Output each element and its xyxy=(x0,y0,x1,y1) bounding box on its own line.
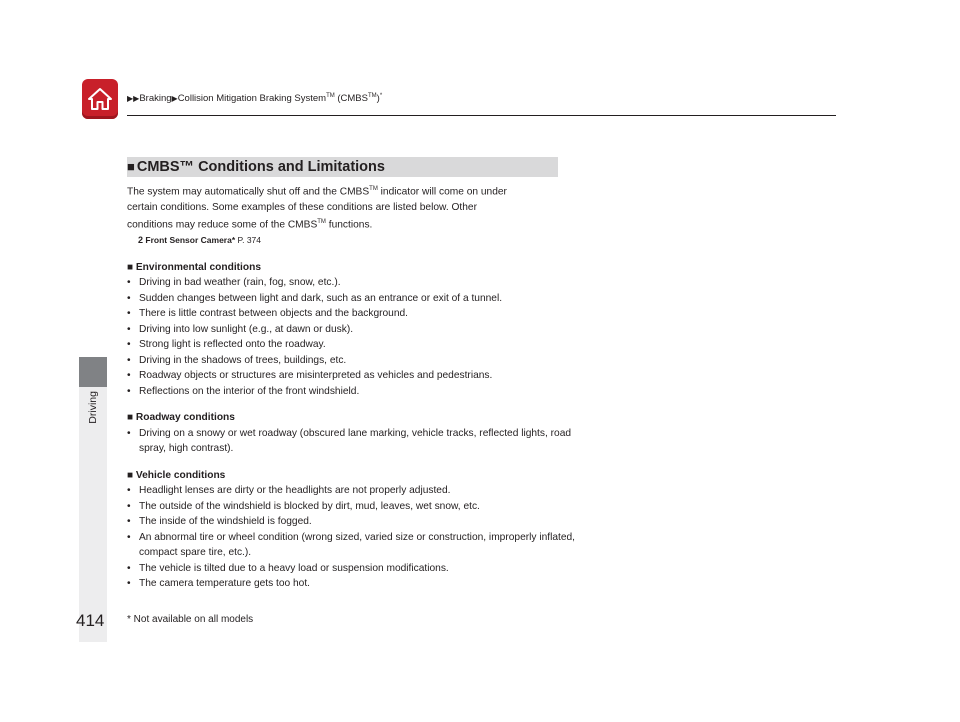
bullet-icon: • xyxy=(127,500,131,512)
section-heading xyxy=(127,157,558,177)
subheading xyxy=(127,260,577,276)
home-button[interactable] xyxy=(82,79,118,119)
bullet-icon: • xyxy=(127,485,131,497)
subheading-marker-icon: ■ xyxy=(127,261,134,273)
bullet-icon: • xyxy=(127,531,131,543)
bullet-icon: • xyxy=(127,354,131,366)
bullet-icon: • xyxy=(127,339,131,351)
list-item: • The camera temperature gets too hot. xyxy=(127,576,577,592)
breadcrumb xyxy=(127,93,382,104)
list-item: • Driving in the shadows of trees, buildings, etc. xyxy=(127,353,577,369)
list-item: • The inside of the windshield is fogged. xyxy=(127,514,577,530)
bullet-icon: • xyxy=(127,277,131,289)
breadcrumb-arrow-icon: ▶▶ xyxy=(127,94,140,104)
list-item: • An abnormal tire or wheel condition (wrong sized, varied size or construction, improperly inflated, compact spare tire, etc.). xyxy=(127,531,576,559)
list-item: • Driving into low sunlight (e.g., at dawn or dusk). xyxy=(127,322,577,338)
bullet-icon: • xyxy=(127,292,131,304)
bullet-list xyxy=(127,426,577,457)
main-content xyxy=(127,182,577,592)
subheading-title: Roadway conditions xyxy=(135,412,235,424)
xref-arrow-icon: 2 xyxy=(138,235,144,246)
subheading xyxy=(127,468,577,484)
chapter-label: Driving xyxy=(87,391,99,424)
list-item: • The outside of the windshield is blocked by dirt, mud, leaves, wet snow, etc. xyxy=(127,499,577,515)
subheading xyxy=(127,410,577,426)
list-item: • Driving on a snowy or wet roadway (obscured lane marking, vehicle tracks, reflected lights, road spray, high contrast). xyxy=(127,427,572,455)
bullet-icon: • xyxy=(127,562,131,574)
home-icon xyxy=(87,87,113,111)
breadcrumb-arrow-icon: ▶ xyxy=(171,94,178,104)
list-item: • Strong light is reflected onto the roadway. xyxy=(127,337,577,353)
conditions-list xyxy=(127,260,577,592)
bullet-icon: • xyxy=(127,323,131,335)
bullet-icon: • xyxy=(127,427,131,439)
bullet-list xyxy=(127,483,577,592)
bullet-icon: • xyxy=(127,308,131,320)
subheading-marker-icon: ■ xyxy=(127,469,134,481)
heading-marker-icon: ■ xyxy=(127,159,135,174)
cross-reference-link[interactable]: 2 Front Sensor Camera* P. 374 xyxy=(138,235,261,246)
list-item: • Driving in bad weather (rain, fog, snow, etc.). xyxy=(127,275,577,291)
section-title: CMBS™ Conditions and Limitations xyxy=(136,159,385,175)
list-item: • The vehicle is tilted due to a heavy load or suspension modifications. xyxy=(127,561,577,577)
chapter-tab xyxy=(79,357,107,387)
list-item: • There is little contrast between objects and the background. xyxy=(127,306,577,322)
subheading-marker-icon: ■ xyxy=(127,412,134,424)
bullet-icon: • xyxy=(127,578,131,590)
page-number: 414 xyxy=(76,611,105,630)
subheading-title: Vehicle conditions xyxy=(135,469,226,481)
footnote: * Not available on all models xyxy=(127,614,254,625)
list-item: • Headlight lenses are dirty or the headlights are not properly adjusted. xyxy=(127,483,577,499)
header-divider xyxy=(127,115,836,116)
bullet-list xyxy=(127,275,577,399)
list-item: • Reflections on the interior of the front windshield. xyxy=(127,384,577,400)
breadcrumb-cmbs[interactable]: Collision Mitigation Braking System™ (CMBS™)* xyxy=(177,93,383,105)
bullet-icon: • xyxy=(127,370,131,382)
bullet-icon: • xyxy=(127,516,131,528)
breadcrumb-braking[interactable]: Braking xyxy=(139,93,172,105)
bullet-icon: • xyxy=(127,385,131,397)
subheading-title: Environmental conditions xyxy=(135,261,261,273)
list-item: • Roadway objects or structures are misinterpreted as vehicles and pedestrians. xyxy=(127,368,577,384)
intro-paragraph: The system may automatically shut off and the CMBS™ indicator will come on under certain conditions. Some examples of these conditions are listed below. Other conditions may reduce some of the CMBS™ functions. xyxy=(127,186,507,231)
list-item: • Sudden changes between light and dark, such as an entrance or exit of a tunnel. xyxy=(127,291,577,307)
